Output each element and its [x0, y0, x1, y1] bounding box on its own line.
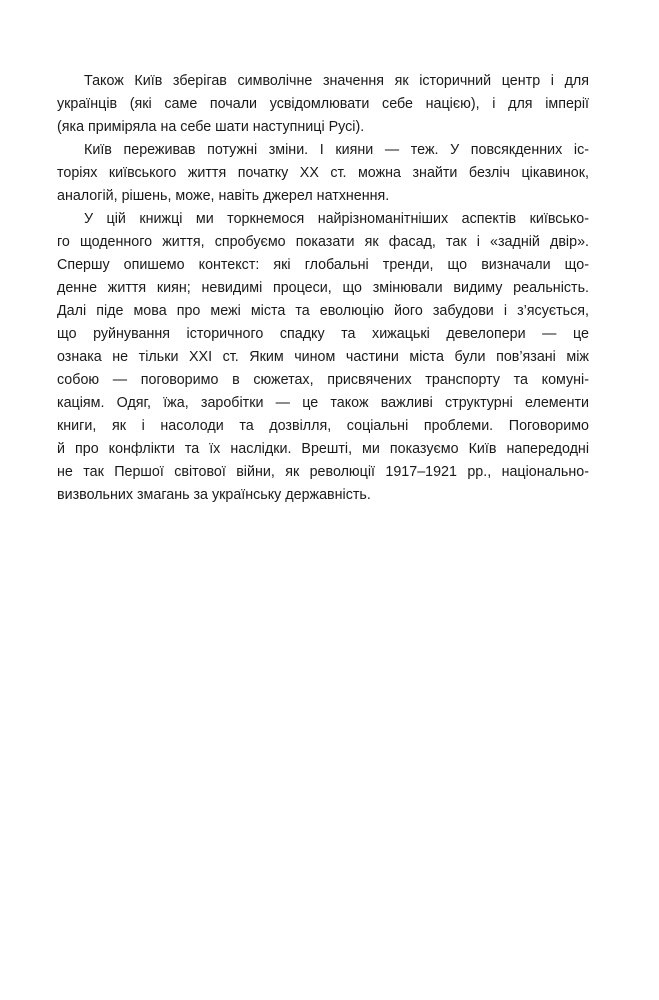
page-text: [57, 70, 589, 507]
text-line: книги, як і насолоди та дозвілля, соціальні проблеми. Поговоримо: [57, 418, 589, 434]
text-line: денне життя киян; невидимі процеси, що змінювали видиму реальність.: [57, 280, 589, 296]
text-line: собою — поговоримо в сюжетах, присвячених транспорту та комуні-: [57, 372, 589, 388]
paragraph-1: [57, 70, 589, 139]
text-line: каціям. Одяг, їжа, заробітки — це також важливі структурні елементи: [57, 395, 589, 411]
text-line: торіях київського життя початку XX ст. можна знайти безліч цікавинок,: [57, 165, 589, 181]
text-line: Спершу опишемо контекст: які глобальні тренди, що визначали що-: [57, 257, 589, 273]
text-line: визвольних змагань за українську державність.: [57, 487, 371, 503]
text-line: українців (які саме почали усвідомлювати себе нацією), і для імперії: [57, 96, 589, 112]
text-line: й про конфлікти та їх наслідки. Врешті, ми показуємо Київ напередодні: [57, 441, 589, 457]
text-line: (яка приміряла на себе шати наступниці Русі).: [57, 119, 365, 135]
text-line: не так Першої світової війни, як революції 1917–1921 рр., національно-: [57, 464, 589, 480]
paragraph-3: [57, 208, 589, 507]
text-line: ознака не тільки XXI ст. Яким чином частини міста були пов’язані між: [57, 349, 589, 365]
text-line: Київ переживав потужні зміни. І кияни — теж. У повсякденних іс-: [84, 142, 589, 158]
text-line: Далі піде мова про межі міста та еволюцію його забудови і з’ясується,: [57, 303, 589, 319]
text-line: що руйнування історичного спадку та хижацькі девелопери — це: [57, 326, 589, 342]
paragraph-2: [57, 139, 589, 208]
text-line: Також Київ зберігав символічне значення як історичний центр і для: [84, 73, 589, 89]
text-line: У цій книжці ми торкнемося найрізноманітніших аспектів київсько-: [84, 211, 589, 227]
text-line: аналогій, рішень, може, навіть джерел натхнення.: [57, 188, 390, 204]
text-line: го щоденного життя, спробуємо показати як фасад, так і «задній двір».: [57, 234, 589, 250]
